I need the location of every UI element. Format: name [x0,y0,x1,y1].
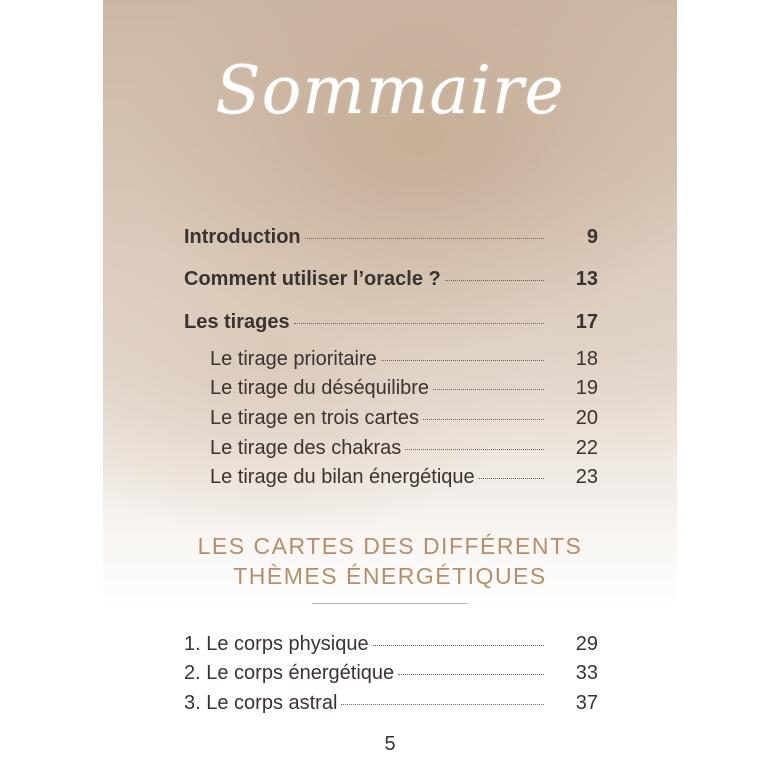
dot-leader [341,704,544,705]
toc-entry-label: Comment utiliser l’oracle ? [184,268,441,290]
toc-entry-introduction[interactable] [184,226,598,254]
toc-entry-page: 23 [575,466,598,488]
toc-entry-label: 2. Le corps énergétique [184,662,395,684]
toc-entry-corps-physique[interactable] [184,633,598,661]
dot-leader [405,449,544,450]
toc-entry-page: 29 [575,633,598,655]
section-heading [103,531,677,591]
toc-entry-label: Le tirage du déséquilibre [210,377,430,399]
toc-entry-label: Le tirage prioritaire [210,348,377,370]
toc-entry-comment-utiliser[interactable] [184,268,598,296]
toc-subentry-tirage-trois-cartes[interactable] [210,407,598,435]
toc-subentry-tirage-prioritaire[interactable] [210,348,598,376]
toc-entry-page: 20 [575,407,598,429]
toc-entry-label: Introduction [184,226,301,248]
page-title: Sommaire [215,52,565,129]
toc-entry-corps-astral[interactable] [184,692,598,720]
toc-subentry-tirage-chakras[interactable] [210,437,598,465]
toc-entry-page: 18 [575,348,598,370]
toc-entry-page: 9 [586,226,598,248]
dot-leader [294,323,544,324]
toc-entry-page: 19 [575,377,598,399]
toc-entry-label: Les tirages [184,311,290,333]
toc-entry-label: Le tirage du bilan énergétique [210,466,475,488]
toc-entry-page: 17 [575,311,598,333]
dot-leader [305,238,544,239]
toc-entry-page: 13 [575,268,598,290]
toc-entry-page: 22 [575,437,598,459]
dot-leader [479,478,544,479]
toc-entry-label: Le tirage des chakras [210,437,402,459]
dot-leader [398,674,544,675]
page-number: 5 [384,733,396,755]
dot-leader [423,419,544,420]
toc-entry-label: 1. Le corps physique [184,633,369,655]
dot-leader [433,389,544,390]
toc-subentry-tirage-bilan[interactable] [210,466,598,494]
toc-entry-page: 33 [575,662,598,684]
toc-entry-label: 3. Le corps astral [184,692,338,714]
toc-page [103,0,677,781]
section-heading-line: THÈMES ÉNERGÉTIQUES [233,563,547,589]
toc-subentry-tirage-desequilibre[interactable] [210,377,598,405]
toc-entry-les-tirages[interactable] [184,311,598,339]
section-divider [312,603,468,604]
dot-leader [381,360,544,361]
dot-leader [373,645,544,646]
toc-entry-corps-energetique[interactable] [184,662,598,690]
section-heading-line: LES CARTES DES DIFFÉRENTS [197,533,583,559]
toc-entry-label: Le tirage en trois cartes [210,407,419,429]
dot-leader [445,280,544,281]
toc-entry-page: 37 [575,692,598,714]
